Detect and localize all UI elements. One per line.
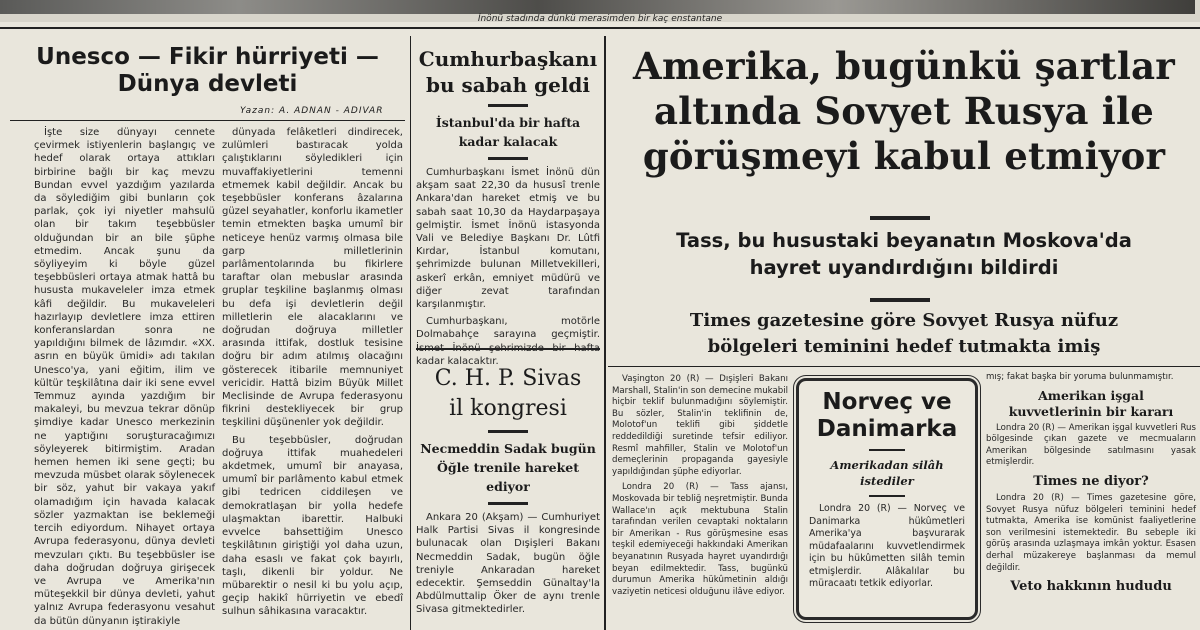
main-paragraph: Londra 20 (R) — Tass ajansı, Moskovada bir tebliğ neşretmiştir. Bunda Wallace'ın açık mektubuna Stalin tarafından verilen cevaptaki noktaların bir Amerikan - Rus görüşmesine esas teşkil edemiyeceği hakkındaki Amerikan beyanatının Rusyada hayret uyandırdığı beyan edilmektedir. Tass, bugünkü durumun Amerika hükûmetinin aldığı vaziyetin neticesi olduğunu ilâve ediyor. bbox=[612, 482, 788, 597]
title-dash bbox=[488, 502, 528, 505]
norway-title-line1: Norveç ve bbox=[822, 389, 952, 415]
main-headline-line3: görüşmeyi kabul etmiyor bbox=[642, 134, 1166, 178]
chp-subtitle-line3: ediyor bbox=[486, 479, 530, 494]
main-headline bbox=[608, 44, 1200, 179]
times-heading: Times ne diyor? bbox=[1033, 473, 1149, 489]
title-dash bbox=[488, 430, 528, 433]
column-divider-1 bbox=[410, 36, 411, 630]
norway-subtitle bbox=[799, 457, 975, 489]
right-paragraph: mış; fakat başka bir yoruma bulunmamıştır. bbox=[986, 372, 1174, 382]
chp-subtitle-line1: Necmeddin Sadak bugün bbox=[420, 441, 596, 456]
title-dash bbox=[488, 157, 528, 160]
president-paragraph: Cumhurbaşkanı, motörle Dolmabahçe sarayına geçmiştir. İsmet İnönü şehrimizde bir hafta kadar kalacaktır. bbox=[416, 316, 600, 367]
president-paragraph: Cumhurbaşkanı İsmet İnönü dün akşam saat 22,30 da hususî trenle Ankara'dan hareket etmiş ve bu sabah saat 10,30 da Haydarpaşaya gelmiştir. İsmet İnönü istasyonda Vali ve Belediye Başkanı Dr. Lûtfi Kırdar, İstanbul komutanı, şehrimizde bulunan Milletvekilleri, askerî erkân, emniyet müdürü ve diğer zevat tarafından karşılanmıştır. bbox=[416, 167, 600, 311]
deck-two-line2: bölgeleri teminini hedef tutmakta imiş bbox=[707, 336, 1101, 357]
unesco-byline: Yazan: A. ADNAN - ADIVAR bbox=[240, 106, 384, 116]
chp-title-line2: il kongresi bbox=[449, 396, 567, 421]
main-headline-line2: altında Sovyet Rusya ile bbox=[653, 89, 1154, 133]
main-divider bbox=[608, 366, 1200, 367]
right-paragraph: Londra 20 (R) — Amerikan işgal kuvvetleri Rus bölgesinde çıkan gazete ve mecmuaların Amerikan bölgesinde satılmasını yasak etmişlerdir. bbox=[986, 422, 1196, 468]
photo-image bbox=[0, 0, 1195, 14]
unesco-title-line2: Dünya devleti bbox=[117, 71, 298, 97]
chp-paragraph: Ankara 20 (Akşam) — Cumhuriyet Halk Partisi Sivas il kongresinde bulunacak olan Dışişleri Bakanı Necmeddin Sadak, bugün öğle treniyle Ankaradan hareket edecektir. Şemseddin Günaltay'la Abdülmuttalip Öker de aynı trenle Sivasa gitmektedirler. bbox=[416, 512, 600, 616]
unesco-paragraph: Bu teşebbüsler, doğrudan doğruya ittifak muahedeleri akdetmek, umumî bir anayasa, umumî bir parlâmento kabul etmek gibi tedricen ciddileşen ve demokratlaşan bir yolla hedefe ulaşmaktan ibarettir. Halbuki evvelce bahsettiğim Unesco teşkilâtının giriştiği yol daha uzun, daha esaslı ve fakat çok bayırlı, taşlı, dikenli bir yoldur. Ne mübarektir o nesil ki bu yolu açıp, geçip hakikî hürriyetin ve ebedî sulhun sâhikasına varacaktır. bbox=[222, 434, 403, 618]
main-column-left bbox=[612, 374, 788, 630]
unesco-paragraph: dünyada felâketleri dindirecek, zulümleri bastıracak yolda çalıştıklarını söyledikleri için muvaffakiyetlerini temenni etmemek kabil değildir. Ancak bu teşebbüsler konferans âzalarına güzel seyahatler, konforlu ikametler temin etmekten başka umumî bir neticeye henüz varmış olmasa bile garp milletlerinin parlâmentolarında bu fikirlere taraftar olan mebuslar arasında gruplar teşkiline başlanmış olması bu defa işi devletlerin değil milletlerin ele alacaklarını ve doğrudan doğruya milletler arasında ittifak, dostluk tesisine doğru bir adım atılmış olacağını gösterecek itibarile memnuniyet vericidir. Hattâ bizim Büyük Millet Meclisinde de Avrupa federasyonu fikrini destekliyecek bir grup teşkilini düşünenler yok değildir. bbox=[222, 127, 403, 429]
unesco-column-left bbox=[34, 126, 215, 630]
right-paragraph: Londra 20 (R) — Times gazetesine göre, Sovyet Rusya nüfuz bölgeleri teminini hedef tutmakta, Amerika ise komünist faaliyetlerine son verilmesini istemektedir. Bu sebeple iki görüş arasında uzlaşmaya imkân yoktur. Esasen derhal müzakereye başlanması da memul değildir. bbox=[986, 492, 1196, 573]
us-occupation-heading-line2: kuvvetlerinin bir kararı bbox=[1008, 403, 1174, 419]
deck-one-line2: hayret uyandırdığını bildirdi bbox=[749, 256, 1059, 279]
veto-heading: Veto hakkının hududu bbox=[1010, 579, 1172, 595]
norway-box bbox=[796, 378, 978, 620]
norway-title bbox=[799, 389, 975, 443]
chp-title-line1: C. H. P. Sivas bbox=[434, 366, 582, 391]
us-occupation-heading bbox=[986, 388, 1196, 420]
top-divider bbox=[0, 27, 1200, 29]
deck-two-line1: Times gazetesine göre Sovyet Rusya nüfuz bbox=[689, 310, 1119, 331]
us-occupation-body bbox=[986, 423, 1196, 469]
right-top-text bbox=[986, 372, 1196, 384]
chp-title bbox=[416, 364, 600, 424]
unesco-title bbox=[10, 44, 405, 98]
norway-body bbox=[799, 503, 975, 591]
byline-divider bbox=[10, 120, 405, 121]
deck-dash bbox=[870, 298, 930, 302]
norway-title-line2: Danimarka bbox=[816, 416, 958, 442]
headline-dash bbox=[870, 216, 930, 220]
unesco-title-line1: Unesco — Fikir hürriyeti — bbox=[36, 44, 379, 70]
us-occupation-heading-line1: Amerikan işgal bbox=[1038, 387, 1144, 403]
column-three bbox=[416, 40, 600, 630]
times-body bbox=[986, 493, 1196, 574]
president-title bbox=[416, 46, 600, 98]
president-title-line1: Cumhurbaşkanı bbox=[418, 47, 598, 71]
chp-subtitle-line2: Öğle trenile hareket bbox=[437, 460, 579, 475]
norway-subtitle-line1: Amerikadan silâh bbox=[830, 458, 944, 472]
norway-paragraph: Londra 20 (R) — Norveç ve Danimarka hükûmetleri Amerika'ya başvurarak müdafaalarını kuvvetlendirmek için bu hükûmetten silâh temin etmişlerdir. Alâkalılar bu müracaatı tetkik ediyorlar. bbox=[809, 503, 965, 589]
chp-body bbox=[416, 511, 600, 617]
box-dash bbox=[869, 449, 905, 451]
main-column-right bbox=[986, 372, 1196, 630]
photo-caption: İnönü stadında dünkü merasimden bir kaç enstantane bbox=[477, 14, 723, 24]
main-headline-line1: Amerika, bugünkü şartlar bbox=[633, 44, 1175, 88]
unesco-column-right bbox=[222, 126, 403, 630]
main-paragraph: Vaşington 20 (R) — Dışişleri Bakanı Marshall, Stalin'in son demecine mukabil hiçbir teklif bulunmadığını söylemiştir. Bu sözler, Stalin'in teklifinin de, Molotof'un teklifi gibi şiddetle reddedildiği suretinde tefsir ediliyor. Resmî mahfiller, Stalin ve Molotof'un demeçlerinin propaganda gayesiyle yapıldığından şüphe ediyorlar. bbox=[612, 374, 788, 477]
president-title-line2: bu sabah geldi bbox=[425, 73, 591, 97]
chp-subtitle bbox=[416, 439, 600, 496]
norway-subtitle-line2: istediler bbox=[860, 474, 914, 488]
president-body bbox=[416, 166, 600, 367]
president-subtitle bbox=[416, 113, 600, 151]
deck-one bbox=[608, 227, 1200, 281]
column-divider-2 bbox=[604, 36, 606, 630]
president-subtitle-line1: İstanbul'da bir hafta bbox=[435, 115, 581, 130]
deck-two bbox=[608, 308, 1200, 360]
unesco-paragraph: İşte size dünyayı cennete çevirmek istiyenlerin başlangıç ve hedef olarak ortaya attıkları birbirine bağlı bir kaç mevzu Bundan evvel yazdığım yazılarda da söylediğim gibi bunların çok parlak, çok iyi niyetler mahsulü olan bir takım teşebbüsler olduğundan bir an bile şüphe etmedim. Ancak şunu da söyliyeyim ki böyle güzel teşebbüsleri ortaya atmak hattâ bu hususta mukaveleler imza etmek kâfi değildir. Bu mukaveleleri hazırlayıp devletlere imza ettiren konferanslardan sonra ne yapıldığını bilmek de lâzımdır. «XX. asrın en büyük ümidi» adı takılan Unesco'ya, yani eğitim, ilim ve kültür teşkilâtına dair iki sene evvel Temmuz ayında yazdığım bir makaleyi, bu mevzua tekrar dönüp şimdiye kadar Unesco merkezinin ne yaptığını soruşturacağımızı söyleyerek bitirmiştim. Aradan hemen hemen iki sene geçti; bu mevzuda müsbet olarak söylenecek bir söz, yahut bir vakaya yakıf olamadığım için havada kalacak sözler yazmaktan ise beklemeği tercih ediyordum. Nihayet ortaya Avrupa federasyonu, dünya devleti mevzuları çıktı. Bu teşebbüsler ise daha doğrudan doğruya girişecek ve Avrupa ve Amerika'nın müteşekkil bir dünya devleti, yahut yalnız Avrupa federasyonu vesahut da bütün dünyanın iştirakiyle bbox=[34, 127, 215, 627]
box-dash bbox=[869, 495, 905, 497]
president-subtitle-line2: kadar kalacak bbox=[458, 134, 558, 149]
deck-one-line1: Tass, bu husustaki beyanatın Moskova'da bbox=[676, 229, 1132, 252]
title-dash bbox=[488, 104, 528, 107]
